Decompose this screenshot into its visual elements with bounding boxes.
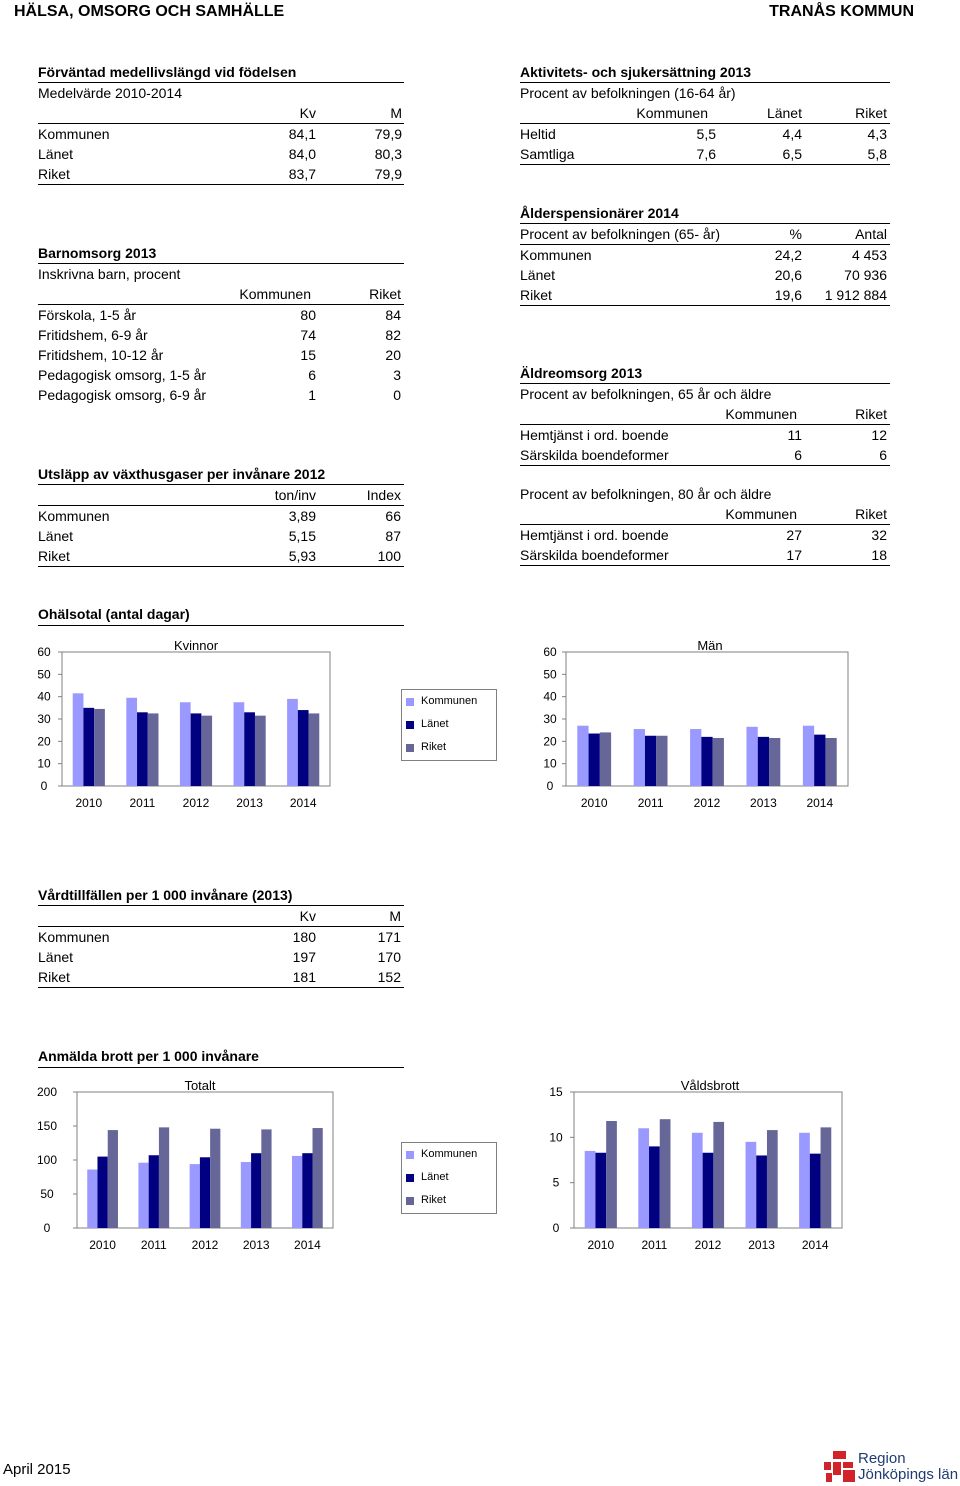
- legend-label: Riket: [421, 741, 447, 753]
- legend-swatch: [406, 698, 414, 706]
- legend-item: [402, 694, 496, 710]
- bar-kommunen: [234, 702, 245, 786]
- table-cell: 4,4: [782, 126, 802, 142]
- column-header: Kommunen: [636, 105, 708, 121]
- table-cell: 3: [393, 367, 401, 383]
- column-header: Kv: [299, 908, 316, 924]
- column-header: Riket: [855, 406, 887, 422]
- x-tick-label: 2014: [806, 796, 834, 810]
- table-cell: 79,9: [374, 126, 402, 142]
- table-cell: 84: [385, 307, 401, 323]
- bar-riket: [201, 716, 212, 786]
- bar-kommunen: [803, 726, 814, 786]
- bar-länet: [83, 708, 94, 786]
- bar-riket: [656, 736, 667, 786]
- legend-swatch: [406, 744, 414, 752]
- row-label: Hemtjänst i ord. boende: [520, 527, 669, 543]
- column-header: M: [390, 105, 402, 121]
- table-subtitle: Medelvärde 2010-2014: [38, 85, 182, 101]
- chart-sickness-women: [20, 630, 350, 820]
- bar-riket: [660, 1119, 671, 1228]
- row-label: Förskola, 1-5 år: [38, 307, 137, 323]
- row-label: Riket: [38, 969, 70, 985]
- column-header: %: [789, 226, 802, 242]
- table-cell: 181: [292, 969, 316, 985]
- x-tick-label: 2010: [580, 796, 608, 810]
- table-title: Aktivitets- och sjukersättning 2013: [520, 64, 752, 80]
- y-tick-label: 60: [37, 645, 51, 659]
- bar-kommunen: [799, 1133, 810, 1228]
- row-label: Kommunen: [38, 126, 110, 142]
- chart-crime-violent: [530, 1072, 860, 1262]
- table-cell: 70 936: [844, 267, 887, 283]
- row-label: Fritidshem, 6-9 år: [38, 327, 148, 343]
- bar-riket: [600, 732, 611, 786]
- table-cell: 84,1: [288, 126, 316, 142]
- table-cell: 5,93: [288, 548, 316, 564]
- footer-date: April 2015: [3, 1461, 71, 1478]
- bar-kommunen: [634, 729, 645, 786]
- legend-label: Kommunen: [421, 1148, 478, 1160]
- table-cell: 3,89: [288, 508, 316, 524]
- legend-item: [402, 1147, 496, 1163]
- y-tick-label: 5: [552, 1175, 560, 1190]
- crime-section: [38, 1046, 404, 1068]
- bar-kommunen: [690, 729, 701, 786]
- x-tick-label: 2012: [694, 1238, 722, 1252]
- region-logo-icon: [824, 1451, 856, 1483]
- bar-länet: [298, 710, 309, 786]
- chart-title: Totalt: [184, 1078, 216, 1093]
- bar-kommunen: [138, 1163, 148, 1228]
- row-label: Hemtjänst i ord. boende: [520, 427, 669, 443]
- row-label: Heltid: [520, 126, 556, 142]
- table-cell: 66: [385, 508, 401, 524]
- table-cell: 171: [377, 929, 401, 945]
- table-cell: 180: [292, 929, 316, 945]
- row-label: Kommunen: [520, 247, 592, 263]
- y-tick-label: 10: [543, 756, 557, 771]
- table-title: Förväntad medellivslängd vid födelsen: [38, 64, 297, 80]
- column-header: Kommunen: [725, 506, 797, 522]
- table-cell: 83,7: [288, 166, 316, 182]
- bar-länet: [810, 1154, 821, 1228]
- table-cell: 6: [308, 367, 316, 383]
- row-label: Fritidshem, 10-12 år: [38, 347, 164, 363]
- bar-länet: [758, 737, 769, 786]
- bar-riket: [713, 738, 724, 786]
- legend-swatch: [406, 1197, 414, 1205]
- bar-länet: [251, 1153, 261, 1228]
- bar-länet: [191, 713, 202, 786]
- y-tick-label: 10: [549, 1130, 563, 1145]
- y-tick-label: 30: [543, 712, 557, 726]
- bar-riket: [94, 709, 105, 786]
- region-logo: [824, 1450, 960, 1484]
- x-tick-label: 2012: [191, 1238, 219, 1252]
- bar-länet: [244, 712, 255, 786]
- care-episodes-table: [38, 885, 404, 989]
- bar-kommunen: [292, 1156, 302, 1228]
- x-tick-label: 2013: [748, 1238, 775, 1252]
- bar-kommunen: [577, 726, 588, 786]
- chart-title: Män: [697, 638, 723, 653]
- legend-label: Riket: [421, 1194, 447, 1206]
- column-header: Riket: [855, 506, 887, 522]
- table-cell: 1: [308, 387, 316, 403]
- bar-riket: [210, 1129, 220, 1228]
- x-tick-label: 2013: [242, 1238, 270, 1252]
- legend-swatch: [406, 721, 414, 729]
- x-tick-label: 2014: [801, 1238, 829, 1252]
- y-tick-label: 0: [43, 1221, 51, 1235]
- row-label: Länet: [520, 267, 556, 283]
- y-tick-label: 0: [40, 779, 48, 793]
- column-header: M: [389, 908, 401, 924]
- column-header: Kommunen: [725, 406, 797, 422]
- column-header: Riket: [369, 286, 401, 302]
- row-label: Kommunen: [38, 929, 110, 945]
- pensioners-table: [520, 203, 890, 307]
- bar-kommunen: [638, 1128, 649, 1228]
- bar-länet: [814, 735, 825, 786]
- section-title: Ohälsotal (antal dagar): [38, 606, 190, 622]
- table-cell: 79,9: [374, 166, 402, 182]
- table-cell: 74: [300, 327, 316, 343]
- y-tick-label: 50: [37, 667, 51, 682]
- y-tick-label: 50: [40, 1187, 54, 1201]
- row-label: Kommunen: [38, 508, 110, 524]
- bar-kommunen: [190, 1164, 200, 1228]
- row-label: Pedagogisk omsorg, 1-5 år: [38, 367, 207, 383]
- bar-riket: [108, 1130, 118, 1228]
- bar-riket: [713, 1122, 724, 1228]
- table-title: Vårdtillfällen per 1 000 invånare (2013): [38, 887, 293, 903]
- legend-swatch: [406, 1151, 414, 1159]
- bar-kommunen: [241, 1162, 251, 1228]
- table-cell: 17: [786, 547, 802, 563]
- x-tick-label: 2014: [289, 796, 317, 810]
- row-label: Särskilda boendeformer: [520, 447, 669, 463]
- activity-compensation-table: [520, 62, 890, 166]
- table-cell: 19,6: [774, 287, 802, 303]
- table-cell: 20: [385, 347, 401, 363]
- bar-kommunen: [287, 699, 298, 786]
- table-cell: 5,8: [867, 146, 887, 162]
- bar-riket: [767, 1130, 778, 1228]
- bar-länet: [302, 1153, 312, 1228]
- table-cell: 80: [300, 307, 316, 323]
- legend-crime: [401, 1142, 497, 1214]
- table-cell: 4 453: [851, 247, 887, 263]
- bar-kommunen: [585, 1151, 596, 1228]
- bar-länet: [703, 1153, 714, 1228]
- y-tick-label: 200: [36, 1085, 58, 1099]
- table-cell: 27: [786, 527, 802, 543]
- table-cell: 15: [300, 347, 316, 363]
- bar-kommunen: [87, 1170, 97, 1228]
- bar-kommunen: [73, 693, 84, 786]
- table-title: Ålderspensionärer 2014: [520, 205, 679, 221]
- table-cell: 11: [787, 427, 802, 443]
- row-label: Länet: [38, 949, 74, 965]
- column-header: Kv: [299, 105, 316, 121]
- legend-item: [402, 740, 496, 756]
- bar-länet: [589, 734, 600, 786]
- column-header: Riket: [855, 105, 887, 121]
- row-label: Samtliga: [520, 146, 575, 162]
- y-tick-label: 150: [36, 1119, 58, 1133]
- row-label: Riket: [38, 166, 70, 182]
- logo-text-line1: Region: [858, 1450, 906, 1467]
- row-label: Riket: [38, 548, 70, 564]
- bar-riket: [159, 1127, 169, 1228]
- bar-kommunen: [126, 698, 137, 786]
- chart-crime-total: [20, 1072, 350, 1262]
- column-header: Länet: [766, 105, 802, 121]
- table-title: Utsläpp av växthusgaser per invånare 2012: [38, 466, 326, 482]
- table-cell: 20,6: [774, 267, 802, 283]
- bar-länet: [149, 1155, 159, 1228]
- table-cell: 152: [377, 969, 401, 985]
- x-tick-label: 2011: [140, 1238, 167, 1252]
- x-tick-label: 2013: [750, 796, 777, 810]
- table-subtitle: Procent av befolkningen (16-64 år): [520, 85, 736, 101]
- chart-sickness-men: [530, 630, 860, 820]
- table-cell: 5,5: [696, 126, 716, 142]
- table-cell: 100: [377, 548, 401, 564]
- life-expectancy-table: [38, 62, 404, 186]
- y-tick-label: 10: [37, 756, 51, 771]
- x-tick-label: 2010: [587, 1238, 615, 1252]
- bar-riket: [313, 1128, 323, 1228]
- table-cell: 6: [879, 447, 887, 463]
- table-cell: 80,3: [374, 146, 402, 162]
- y-tick-label: 40: [37, 689, 51, 704]
- table-cell: 24,2: [774, 247, 802, 263]
- table-cell: 84,0: [288, 146, 316, 162]
- table-subtitle: Procent av befolkningen, 65 år och äldre: [520, 386, 772, 402]
- x-tick-label: 2011: [129, 796, 156, 810]
- bar-länet: [649, 1146, 660, 1228]
- table-cell: 0: [393, 387, 401, 403]
- bar-kommunen: [180, 702, 191, 786]
- x-tick-label: 2011: [641, 1238, 668, 1252]
- x-tick-label: 2010: [75, 796, 103, 810]
- childcare-table: [38, 243, 404, 407]
- column-header: Antal: [855, 226, 887, 242]
- elderly-care-table: [520, 363, 890, 568]
- y-tick-label: 0: [546, 779, 554, 793]
- table-cell: 18: [871, 547, 887, 563]
- bar-riket: [769, 738, 780, 786]
- y-tick-label: 50: [543, 667, 557, 682]
- legend-swatch: [406, 1174, 414, 1182]
- bar-länet: [137, 712, 148, 786]
- legend-sickness: [401, 689, 497, 761]
- x-tick-label: 2013: [236, 796, 263, 810]
- table-cell: 7,6: [696, 146, 716, 162]
- x-tick-label: 2012: [182, 796, 210, 810]
- row-label: Pedagogisk omsorg, 6-9 år: [38, 387, 207, 403]
- emissions-table: [38, 464, 404, 568]
- y-tick-label: 20: [37, 734, 51, 749]
- row-label: Länet: [38, 146, 74, 162]
- table-cell: 1 912 884: [824, 287, 887, 303]
- document-header-right: TRANÅS KOMMUN: [769, 3, 914, 20]
- bar-riket: [821, 1127, 832, 1228]
- sickness-section: [38, 604, 404, 626]
- table-subtitle: Inskrivna barn, procent: [38, 266, 181, 282]
- table-subtitle: Procent av befolkningen (65- år): [520, 226, 720, 242]
- legend-label: Länet: [421, 1171, 449, 1183]
- bar-länet: [97, 1157, 107, 1228]
- y-tick-label: 15: [549, 1085, 563, 1099]
- column-header: Index: [366, 487, 401, 503]
- table-subtitle: Procent av befolkningen, 80 år och äldre: [520, 486, 772, 502]
- row-label: Länet: [38, 528, 74, 544]
- table-cell: 32: [871, 527, 887, 543]
- y-tick-label: 20: [543, 734, 557, 749]
- bar-riket: [148, 713, 159, 786]
- legend-item: [402, 1170, 496, 1186]
- bar-länet: [701, 737, 712, 786]
- bar-länet: [645, 736, 656, 786]
- table-cell: 82: [385, 327, 401, 343]
- column-header: ton/inv: [274, 487, 316, 503]
- x-tick-label: 2011: [637, 796, 664, 810]
- x-tick-label: 2012: [693, 796, 721, 810]
- y-tick-label: 60: [543, 645, 557, 659]
- bar-kommunen: [746, 727, 757, 786]
- row-label: Särskilda boendeformer: [520, 547, 669, 563]
- chart-title: Våldsbrott: [680, 1078, 740, 1093]
- bar-riket: [606, 1121, 617, 1228]
- y-tick-label: 0: [552, 1221, 560, 1235]
- column-header: Kommunen: [239, 286, 311, 302]
- bar-riket: [261, 1129, 271, 1228]
- legend-item: [402, 717, 496, 733]
- y-tick-label: 100: [36, 1153, 58, 1167]
- bar-riket: [309, 713, 320, 786]
- bar-riket: [255, 716, 266, 786]
- bar-länet: [756, 1155, 767, 1228]
- table-cell: 87: [385, 528, 401, 544]
- legend-label: Kommunen: [421, 695, 478, 707]
- table-cell: 6: [794, 447, 802, 463]
- y-tick-label: 30: [37, 712, 51, 726]
- table-title: Barnomsorg 2013: [38, 245, 157, 261]
- bar-länet: [200, 1157, 210, 1228]
- bar-riket: [825, 738, 836, 786]
- chart-title: Kvinnor: [173, 638, 219, 653]
- bar-länet: [595, 1153, 606, 1228]
- x-tick-label: 2010: [89, 1238, 116, 1252]
- legend-item: [402, 1193, 496, 1209]
- logo-text-line2: Jönköpings län: [858, 1466, 959, 1483]
- table-cell: 170: [377, 949, 401, 965]
- table-title: Äldreomsorg 2013: [520, 365, 643, 381]
- table-cell: 6,5: [782, 146, 802, 162]
- table-cell: 12: [871, 427, 887, 443]
- table-cell: 4,3: [867, 126, 887, 142]
- section-title: Anmälda brott per 1 000 invånare: [38, 1048, 259, 1064]
- table-cell: 5,15: [288, 528, 316, 544]
- table-cell: 197: [292, 949, 316, 965]
- row-label: Riket: [520, 287, 552, 303]
- x-tick-label: 2014: [294, 1238, 321, 1252]
- document-header-left: HÄLSA, OMSORG OCH SAMHÄLLE: [14, 3, 285, 20]
- legend-label: Länet: [421, 718, 449, 730]
- bar-kommunen: [692, 1133, 703, 1228]
- bar-kommunen: [746, 1142, 757, 1228]
- y-tick-label: 40: [543, 689, 557, 704]
